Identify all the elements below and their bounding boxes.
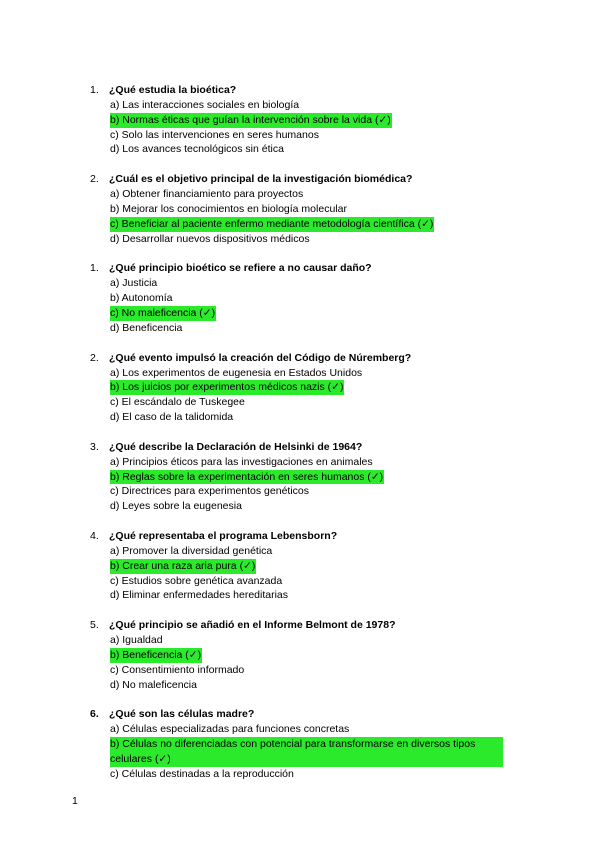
question-text: ¿Qué son las células madre?: [109, 708, 255, 721]
answer-option: c) El escándalo de Tuskegee: [110, 396, 245, 409]
question-number: 1.: [90, 84, 99, 96]
question-text: ¿Qué evento impulsó la creación del Código de Núremberg?: [109, 351, 412, 364]
question-text: ¿Qué representaba el programa Lebensborn?: [109, 529, 338, 542]
question-block: [0, 172, 600, 246]
answer-option: a) Justicia: [110, 277, 158, 290]
answer-option: d) Desarrollar nuevos dispositivos médicos: [110, 232, 310, 245]
question-number: 6.: [90, 708, 99, 721]
answer-option: a) Promover la diversidad genética: [110, 544, 273, 557]
answer-option: a) Los experimentos de eugenesia en Estados Unidos: [110, 366, 363, 379]
answer-option: d) No maleficencia: [110, 678, 197, 691]
answer-option-correct: c) No maleficencia (✓): [110, 306, 216, 319]
answer-option: d) El caso de la talidomida: [110, 410, 234, 423]
answer-option-correct: b) Los juicios por experimentos médicos nazis (✓): [110, 381, 344, 394]
answer-option-correct: b) Células no diferenciadas con potencial para transformarse en diversos tipos celulares (✓): [110, 737, 503, 767]
answer-option: c) Células destinadas a la reproducción: [110, 767, 294, 780]
answer-option: a) Células especializadas para funciones concretas: [110, 723, 350, 736]
question-number: 3.: [90, 440, 99, 453]
answer-option: c) Solo las intervenciones en seres humanos: [110, 128, 319, 141]
question-text: ¿Qué principio bioético se refiere a no causar daño?: [109, 262, 372, 275]
question-block: [0, 83, 600, 157]
answer-option: c) Consentimiento informado: [110, 663, 245, 676]
answer-option-correct: b) Reglas sobre la experimentación en seres humanos (✓): [110, 470, 384, 483]
question-block: [0, 707, 600, 781]
document-body: [0, 83, 600, 797]
question-block: [0, 440, 600, 514]
answer-option: a) Principios éticos para las investigaciones en animales: [110, 455, 373, 468]
answer-option: d) Los avances tecnológicos sin ética: [110, 143, 284, 156]
question-block: [0, 529, 600, 603]
question-number: 4.: [90, 529, 99, 542]
answer-option: a) Igualdad: [110, 634, 163, 647]
question-text: ¿Qué estudia la bioética?: [109, 84, 237, 96]
question-block: [0, 351, 600, 425]
answer-option: c) Estudios sobre genética avanzada: [110, 574, 283, 587]
question-block: [0, 618, 600, 692]
question-text: ¿Qué principio se añadió en el Informe Belmont de 1978?: [109, 619, 396, 632]
answer-option: d) Beneficencia: [110, 321, 183, 334]
answer-option-correct: b) Normas éticas que guían la intervención sobre la vida (✓): [110, 113, 391, 126]
answer-option-correct: b) Beneficencia (✓): [110, 648, 202, 661]
answer-option: a) Las interacciones sociales en biología: [110, 99, 300, 111]
page-number: 1: [72, 795, 78, 807]
question-number: 2.: [90, 173, 99, 186]
question-number: 5.: [90, 619, 99, 632]
question-number: 2.: [90, 351, 99, 364]
question-block: [0, 261, 600, 335]
answer-option: b) Autonomía: [110, 292, 173, 305]
answer-option: d) Eliminar enfermedades hereditarias: [110, 589, 289, 602]
answer-option-correct: c) Beneficiar al paciente enfermo mediante metodología científica (✓): [110, 217, 434, 230]
question-text: ¿Cuál es el objetivo principal de la investigación biomédica?: [109, 173, 413, 186]
answer-option: c) Directrices para experimentos genéticos: [110, 485, 309, 498]
answer-option: a) Obtener financiamiento para proyectos: [110, 188, 304, 201]
answer-option-correct: b) Crear una raza aria pura (✓): [110, 559, 256, 572]
answer-option: d) Leyes sobre la eugenesia: [110, 500, 242, 513]
question-text: ¿Qué describe la Declaración de Helsinki de 1964?: [109, 440, 363, 453]
answer-option: b) Mejorar los conocimientos en biología molecular: [110, 202, 347, 215]
question-number: 1.: [90, 262, 99, 275]
